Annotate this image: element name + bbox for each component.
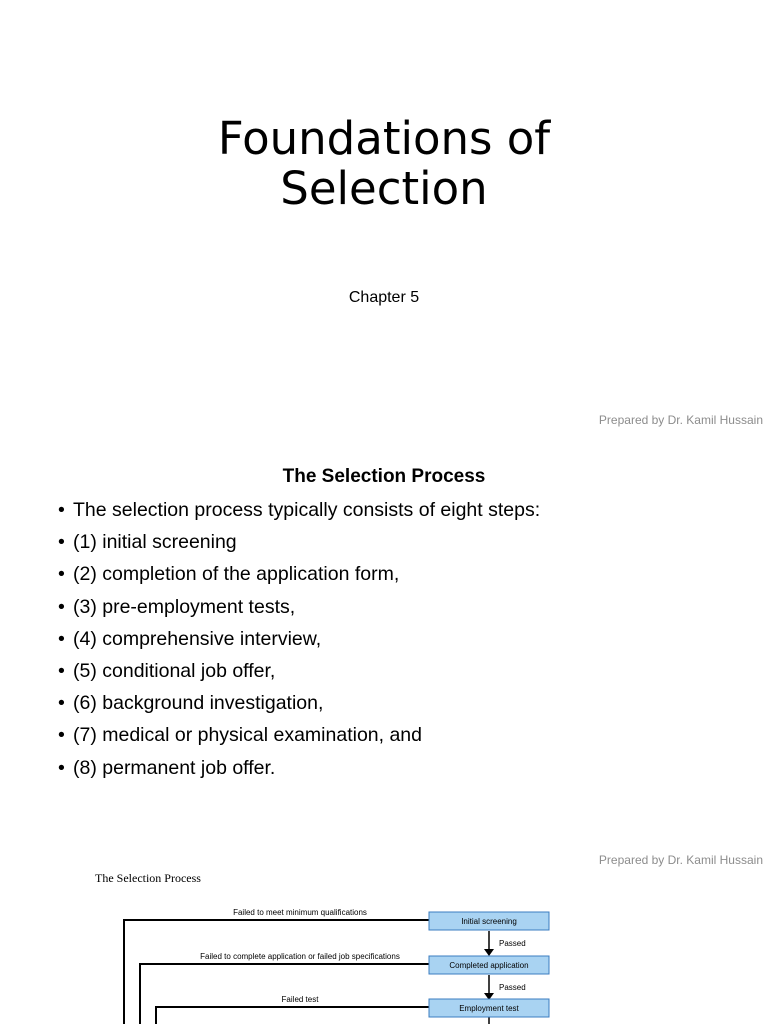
bullet-text: (8) permanent job offer. (73, 756, 276, 779)
bullet-text: (3) pre-employment tests, (73, 595, 296, 618)
bullet-text: (6) background investigation, (73, 692, 324, 715)
title-slide (0, 0, 768, 434)
title-line-2: Selection (280, 162, 488, 215)
bullet-icon: • (58, 756, 65, 779)
fail-label: Failed test (281, 995, 319, 1004)
bullet-item (58, 497, 540, 529)
bullet-icon: • (58, 724, 65, 747)
bullet-text: (5) conditional job offer, (73, 659, 276, 682)
bullet-text: The selection process typically consists of eight steps: (73, 499, 541, 521)
pass-label: Passed (499, 983, 526, 992)
bullet-text: (1) initial screening (73, 531, 237, 554)
bullet-text: (4) comprehensive interview, (73, 627, 322, 650)
bullet-icon: • (58, 531, 65, 554)
bullet-item (58, 690, 540, 722)
step-label: Initial screening (461, 917, 517, 926)
bullet-text: (2) completion of the application form, (73, 563, 400, 586)
reject-path-3 (156, 1007, 429, 1024)
fail-label: Failed to complete application or failed job specifications (200, 952, 400, 961)
bullet-icon: • (58, 563, 65, 586)
bullet-item (58, 722, 540, 754)
bullet-item (58, 594, 540, 626)
reject-path-1 (124, 920, 429, 1024)
slide-footer: Prepared by Dr. Kamil Hussain (598, 413, 763, 427)
slide-footer: Prepared by Dr. Kamil Hussain (598, 853, 763, 867)
bullet-item (58, 658, 540, 690)
selection-process-slide (0, 434, 768, 867)
selection-diagram-slide (0, 853, 768, 1024)
bullet-icon: • (58, 627, 65, 650)
fail-label: Failed to meet minimum qualifications (233, 908, 367, 917)
diagram-title: The Selection Process (95, 871, 201, 885)
slide-heading: The Selection Process (282, 466, 486, 487)
slide-subtitle: Chapter 5 (348, 289, 420, 306)
bullet-icon: • (58, 499, 65, 521)
bullet-item (58, 626, 540, 658)
arrow-head-icon (484, 949, 494, 956)
reject-path-2 (140, 964, 429, 1024)
bullet-item (58, 561, 540, 593)
slide-title (0, 114, 768, 214)
reject-paths (124, 920, 429, 1024)
bullet-list (58, 497, 540, 787)
bullet-item (58, 529, 540, 561)
bullet-item (58, 755, 540, 787)
pass-label: Passed (499, 939, 526, 948)
bullet-icon: • (58, 692, 65, 715)
bullet-icon: • (58, 595, 65, 618)
step-label: Employment test (459, 1004, 519, 1013)
title-line-1: Foundations of (217, 112, 551, 165)
step-label: Completed application (449, 961, 529, 970)
selection-flowchart (0, 867, 768, 1024)
bullet-text: (7) medical or physical examination, and (73, 724, 423, 747)
bullet-icon: • (58, 659, 65, 682)
